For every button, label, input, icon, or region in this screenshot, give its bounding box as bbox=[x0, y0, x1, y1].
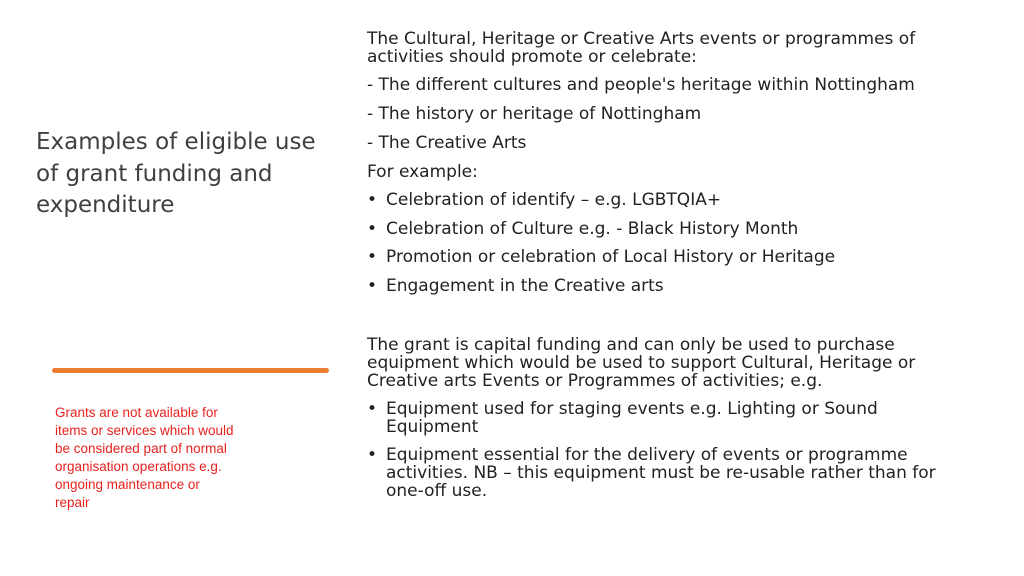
slide-title: Examples of eligible use of grant funding and expenditure bbox=[36, 129, 316, 218]
criteria-line-cultures: - The different cultures and people's heritage within Nottingham bbox=[367, 75, 915, 95]
list-item: • Equipment used for staging events e.g. Lighting or Sound Equipment bbox=[367, 400, 967, 436]
list-item: • Celebration of Culture e.g. - Black History Month bbox=[367, 220, 835, 249]
exclusion-note: Grants are not available for items or services which would be considered part of normal organisation operations e.g. ongoing maintenance or repair bbox=[55, 405, 234, 510]
criteria-line-history: - The history or heritage of Nottingham bbox=[367, 104, 702, 124]
list-item: • Celebration of identify – e.g. LGBTQIA+ bbox=[367, 191, 835, 220]
equipment-list bbox=[367, 400, 967, 510]
accent-divider bbox=[52, 368, 329, 373]
examples-list bbox=[367, 191, 835, 305]
list-item: • Promotion or celebration of Local History or Heritage bbox=[367, 248, 835, 277]
grant-paragraph: The grant is capital funding and can only be used to purchase equipment which would be used to support Cultural, Heritage or Creative arts Events or Programmes of activities; e.g. bbox=[367, 335, 916, 391]
list-item: • Engagement in the Creative arts bbox=[367, 277, 835, 306]
criteria-line-creative-arts: - The Creative Arts bbox=[367, 133, 527, 153]
list-item: • Equipment essential for the delivery of events or programme activities. NB – this equipment must be re-usable rather than for one-off use. bbox=[367, 446, 967, 500]
for-example-label: For example: bbox=[367, 162, 478, 182]
intro-paragraph: The Cultural, Heritage or Creative Arts events or programmes of activities should promote or celebrate: bbox=[367, 29, 916, 67]
